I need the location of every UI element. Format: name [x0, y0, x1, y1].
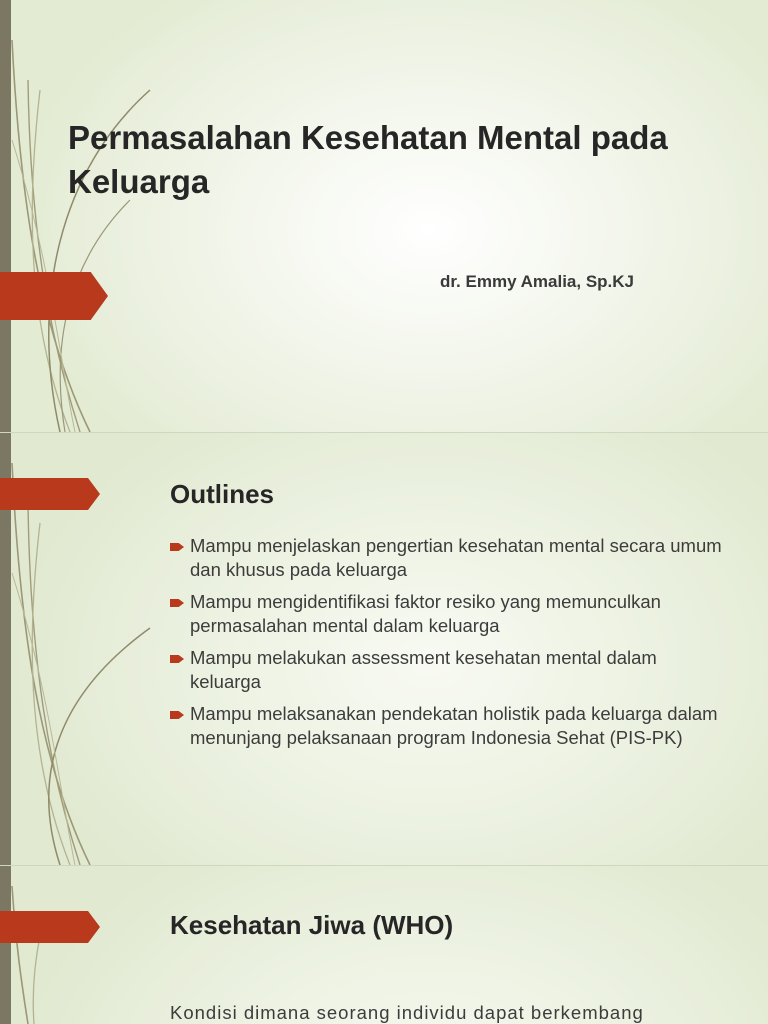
arrow-bullet-icon: [170, 599, 184, 607]
arrow-bullet-icon: [170, 543, 184, 551]
accent-arrow-tab: [0, 478, 100, 510]
who-definition-text: Kondisi dimana seorang individu dapat berkembang: [170, 1002, 644, 1023]
who-heading: Kesehatan Jiwa (WHO): [170, 910, 454, 940]
list-item: [170, 590, 730, 638]
outlines-heading: Outlines: [170, 479, 275, 509]
list-item-text: Mampu melaksanakan pendekatan holistik pada keluarga dalam menunjang pelaksanaan program Indonesia Sehat (PIS-PK): [190, 703, 718, 748]
slide-title: [0, 0, 768, 433]
list-item: [170, 646, 730, 694]
slide-outlines: [0, 433, 768, 866]
arrow-bullet-icon: [170, 655, 184, 663]
list-item: [170, 702, 730, 750]
list-item: [170, 534, 730, 582]
list-item-text: Mampu menjelaskan pengertian kesehatan mental secara umum dan khusus pada keluarga: [190, 535, 722, 580]
slide-kesehatan-jiwa: [0, 866, 768, 1024]
accent-arrow-tab: [0, 911, 100, 943]
list-item-text: Mampu melakukan assessment kesehatan mental dalam keluarga: [190, 647, 657, 692]
presentation-title: Permasalahan Kesehatan Mental pada Keluarga: [68, 119, 668, 200]
accent-arrow-tab: [0, 272, 108, 320]
decorative-curves: [0, 0, 160, 432]
presentation-author: dr. Emmy Amalia, Sp.KJ: [440, 272, 634, 291]
outlines-list: [170, 534, 730, 758]
decorative-curves: [0, 866, 160, 1024]
arrow-bullet-icon: [170, 711, 184, 719]
list-item-text: Mampu mengidentifikasi faktor resiko yang memunculkan permasalahan mental dalam keluarga: [190, 591, 661, 636]
